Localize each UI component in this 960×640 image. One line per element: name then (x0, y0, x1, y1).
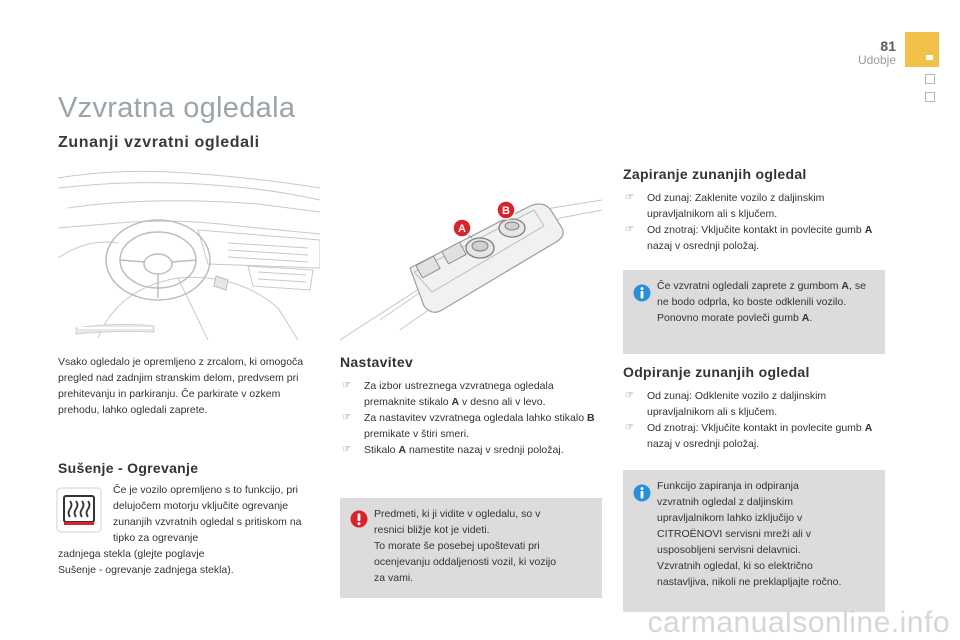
demisting-heading: Sušenje - Ogrevanje (58, 460, 199, 476)
info-line: nastavljiva, nikoli ne preklapljajte ročno. (657, 576, 842, 588)
list-item: ☞ Za nastavitev vzvratnega ogledala lahko stikalo B premikate v štiri smeri. (340, 410, 604, 442)
warning-line: To morate še posebej upoštevati pri (374, 540, 540, 552)
info-line: upravljalnikom lahko izključijo v (657, 512, 803, 524)
list-item: ☞ Za izbor ustreznega vzvratnega ogledala premaknite stikalo A v desno ali v levo. (340, 378, 604, 410)
info-line: Funkcijo zapiranja in odpiranja (657, 480, 799, 492)
folding-heading: Zapiranje zunanjih ogledal (623, 166, 807, 182)
section-tab[interactable] (925, 74, 935, 84)
watermark: carmanualsonline.info (647, 606, 950, 639)
warning-box (340, 498, 602, 598)
warning-line: ocenjevanju oddaljenosti vozil, ki vozijo (374, 556, 557, 568)
warning-line: resnici bližje kot je videti. (374, 524, 490, 536)
adjustment-list (340, 378, 604, 458)
warning-icon (350, 510, 368, 528)
dashboard-illustration (58, 168, 320, 340)
demisting-text-reference: Sušenje - ogrevanje zadnjega stekla). (58, 564, 234, 576)
unfolding-info-box (623, 470, 885, 612)
page-title: Vzvratna ogledala (58, 92, 296, 124)
label-b: B (502, 205, 510, 217)
list-item: ☞ Od znotraj: Vključite kontakt in povlecite gumb A nazaj v osrednji položaj. (623, 420, 885, 452)
info-line: usposobljeni servisni delavnici. (657, 544, 801, 556)
info-line: CITROËNOVI servisni mreži ali v (657, 528, 812, 540)
intro-paragraph: Vsako ogledalo je opremljeno z zrcalom, ki omogoča pregled nad zadnjim stranskim delom, predvsem pri prehitevanju in parkiranju. Če parkirate v ozkem prehodu, lahko ogledali zaprete. (58, 356, 304, 416)
section-label: Udobje (857, 53, 896, 67)
info-icon (633, 284, 651, 302)
list-item: ☞ Od zunaj: Zaklenite vozilo z daljinskim upravljalnikom ali s ključem. (623, 190, 885, 222)
unfolding-heading: Odpiranje zunanjih ogledal (623, 364, 810, 380)
folding-list (623, 190, 885, 254)
section-tab[interactable] (925, 92, 935, 102)
warning-line: Predmeti, ki ji vidite v ogledalu, so v (374, 508, 541, 520)
warning-line: za vami. (374, 572, 414, 584)
label-a: A (458, 223, 466, 235)
info-line: Vzvratnih ogledal, ki so električno (657, 560, 813, 572)
list-item: ☞ Od zunaj: Odklenite vozilo z daljinskim upravljalnikom ali s ključem. (623, 388, 885, 420)
demisting-text-continued: zadnjega stekla (glejte poglavje (58, 548, 205, 560)
info-line: vzvratnih ogledal z daljinskim (657, 496, 793, 508)
page-number: 81 (880, 38, 896, 54)
folding-info-text: Če vzvratni ogledali zaprete z gumbom A, se ne bodo odprla, ko boste odklenili vozilo. Ponovno morate povleči gumb A. (657, 280, 866, 324)
unfolding-list (623, 388, 885, 452)
section-subtitle: Zunanji vzvratni ogledali (58, 134, 260, 151)
demisting-text: Če je vozilo opremljeno s to funkcijo, pri delujočem motorju vključite ogrevanje zunanjih vzvratnih ogledal s pritiskom na tipko za ogrevanje (113, 484, 302, 544)
rear-defrost-button-icon (56, 487, 102, 533)
list-item: ☞ Od znotraj: Vključite kontakt in povlecite gumb A nazaj v osrednji položaj. (623, 222, 885, 254)
mirror-switch-illustration (340, 170, 602, 342)
list-item: ☞ Stikalo A namestite nazaj v srednji položaj. (340, 442, 604, 458)
folding-info-box (623, 270, 885, 354)
section-tab-active[interactable] (905, 32, 939, 67)
adjustment-heading: Nastavitev (340, 354, 414, 370)
info-icon (633, 484, 651, 502)
